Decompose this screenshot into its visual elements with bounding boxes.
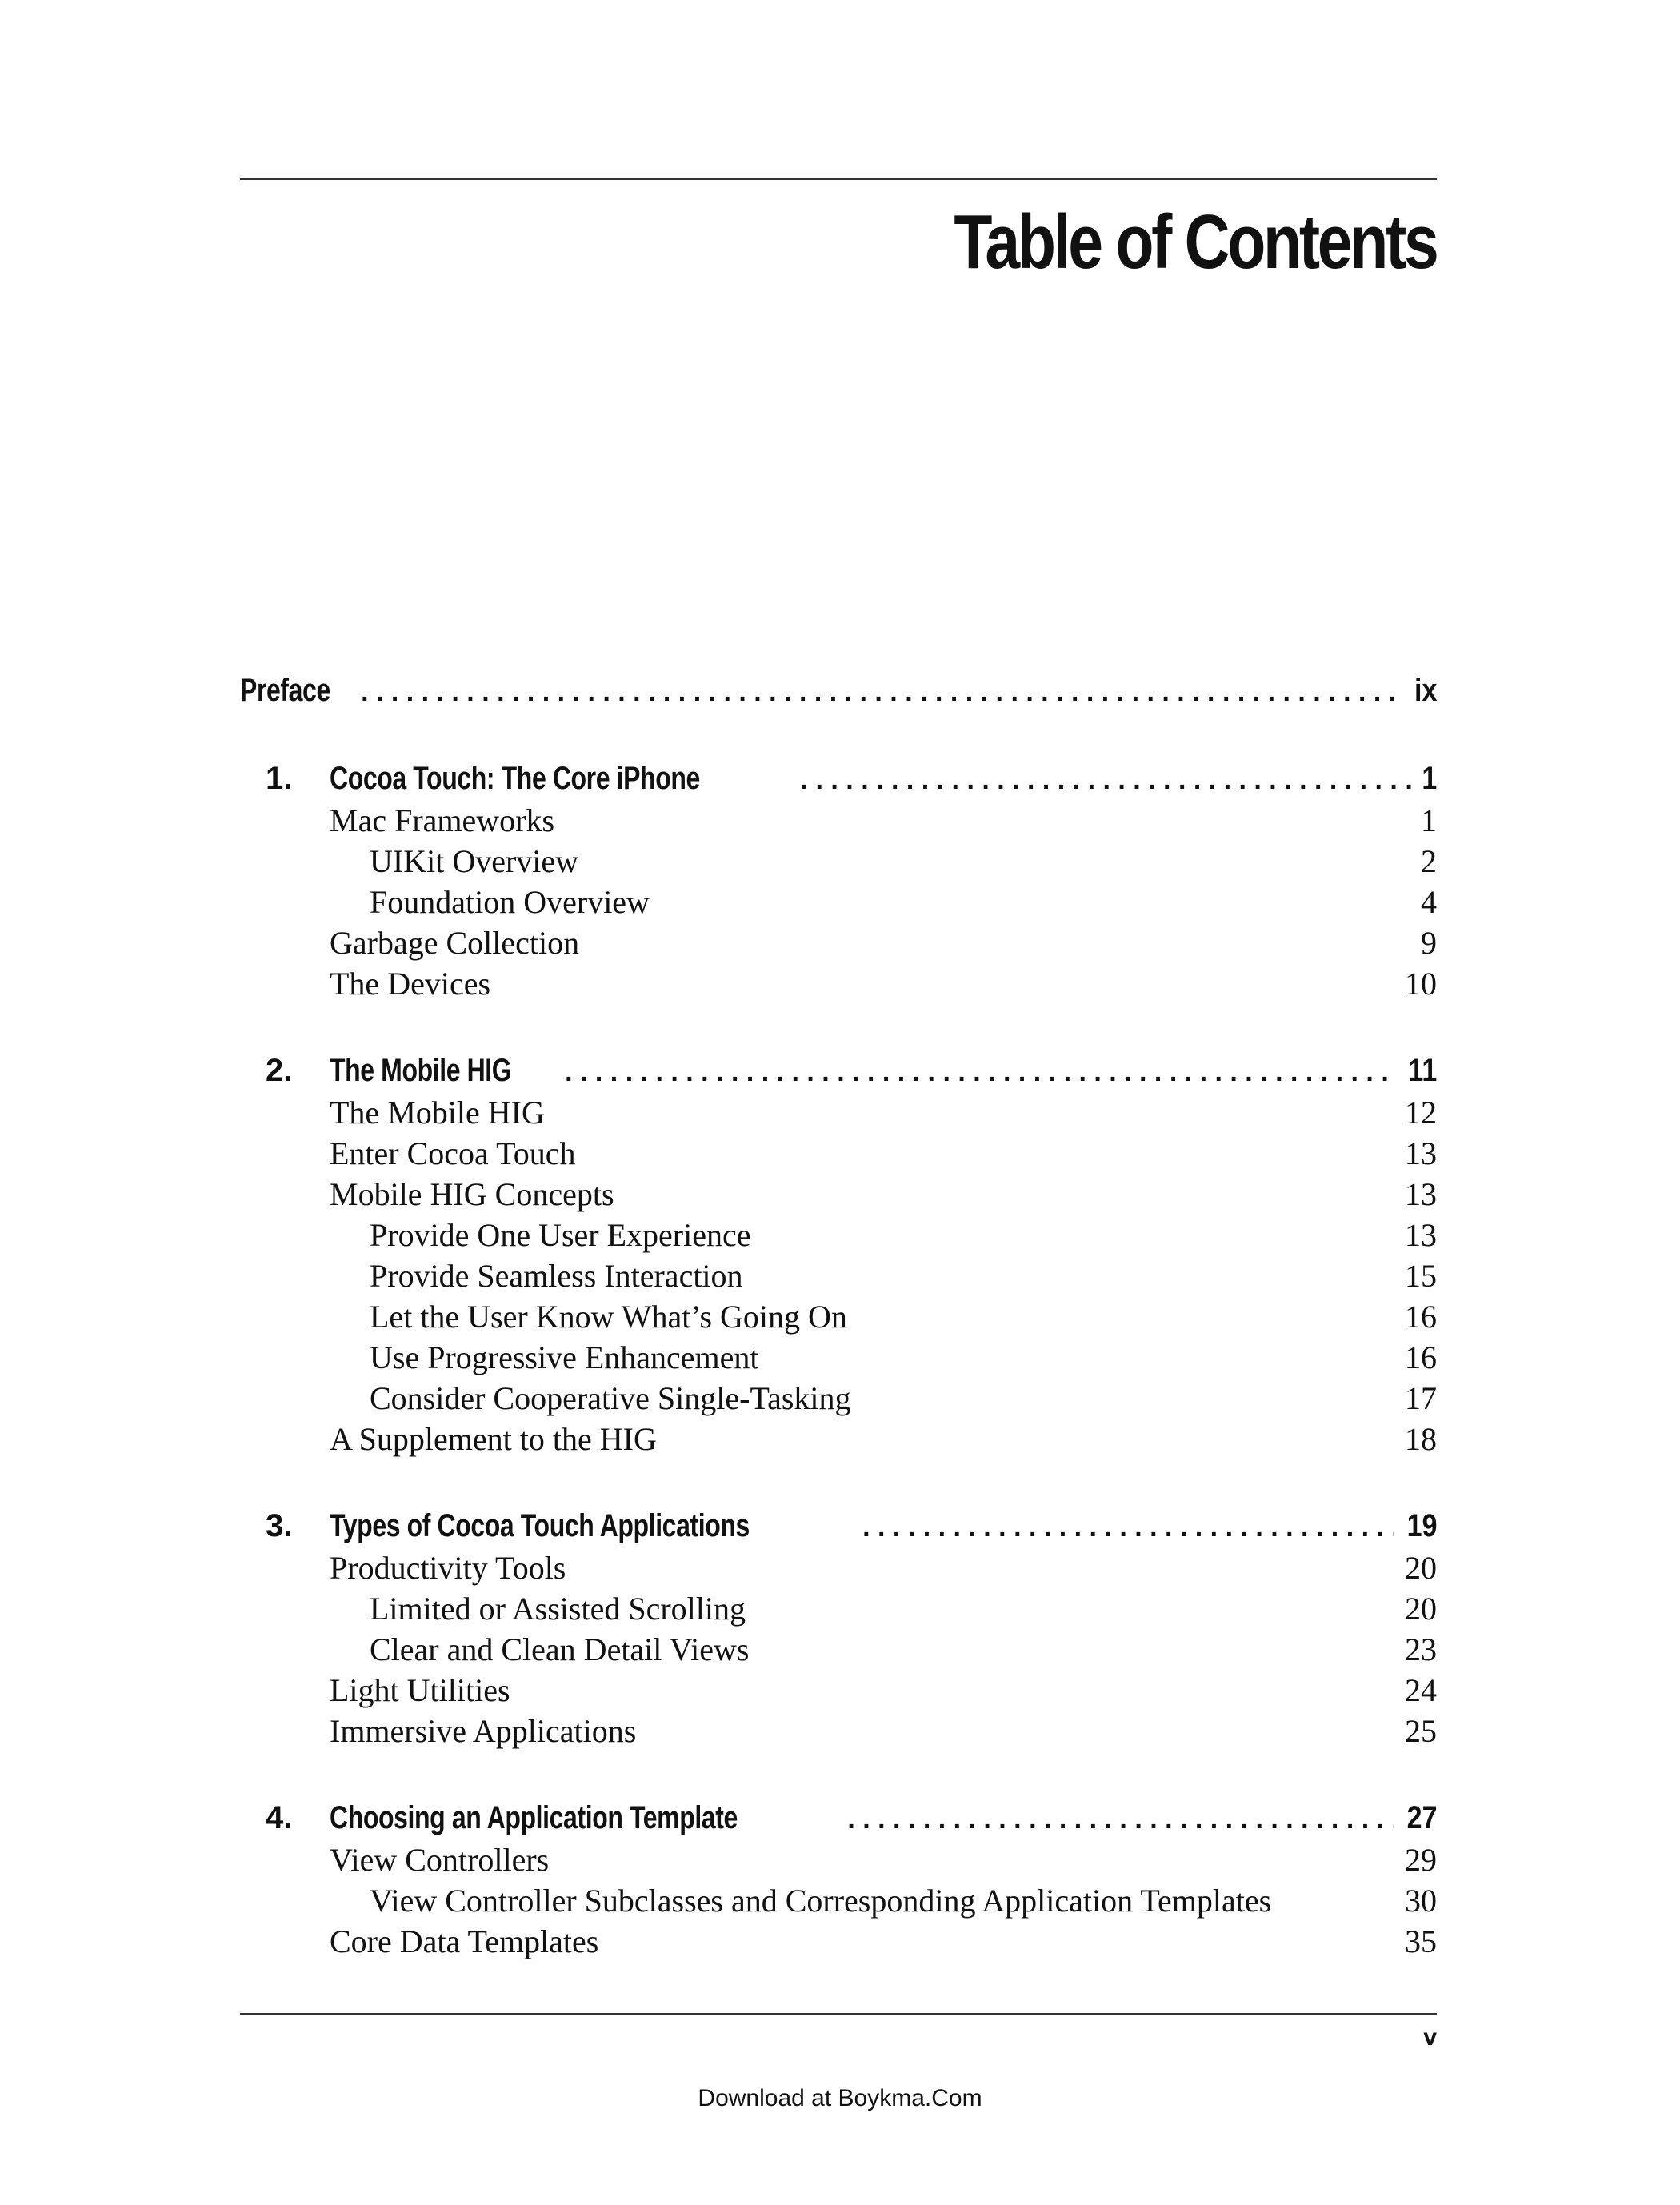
section-page: 17 bbox=[1405, 1380, 1437, 1416]
toc-section[interactable] bbox=[240, 1547, 1437, 1588]
toc-section[interactable] bbox=[240, 882, 1437, 922]
section-page: 25 bbox=[1405, 1713, 1437, 1749]
toc-chapter[interactable] bbox=[240, 1796, 1437, 1839]
chapter-page: 1 bbox=[1422, 761, 1437, 796]
preface-page: ix bbox=[1414, 673, 1437, 708]
section-page: 15 bbox=[1405, 1258, 1437, 1294]
chapter-page: 11 bbox=[1408, 1053, 1437, 1088]
toc-section[interactable] bbox=[240, 1588, 1437, 1629]
toc-section[interactable] bbox=[240, 800, 1437, 841]
section-title: Use Progressive Enhancement bbox=[370, 1339, 759, 1375]
toc-section[interactable] bbox=[240, 1174, 1437, 1215]
section-page: 16 bbox=[1405, 1299, 1437, 1335]
section-title: Foundation Overview bbox=[370, 884, 650, 920]
chapter-number: 1. bbox=[266, 761, 293, 796]
section-page: 35 bbox=[1405, 1923, 1437, 1959]
section-title: The Devices bbox=[330, 966, 491, 1002]
toc-section[interactable] bbox=[240, 1880, 1437, 1921]
toc-section[interactable] bbox=[240, 1670, 1437, 1711]
section-page: 24 bbox=[1405, 1672, 1437, 1708]
section-page: 16 bbox=[1405, 1339, 1437, 1375]
section-title: Clear and Clean Detail Views bbox=[370, 1631, 750, 1667]
section-title: View Controllers bbox=[330, 1842, 550, 1878]
chapter-number-cell bbox=[240, 1504, 330, 1547]
section-title: Provide One User Experience bbox=[370, 1217, 751, 1253]
toc-section[interactable] bbox=[240, 963, 1437, 1004]
download-watermark: Download at Boykma.Com bbox=[698, 2085, 982, 2111]
toc-chapter[interactable] bbox=[240, 757, 1437, 800]
toc-section[interactable] bbox=[240, 1092, 1437, 1133]
toc-section[interactable] bbox=[240, 1419, 1437, 1459]
top-rule bbox=[240, 178, 1437, 180]
toc-section[interactable] bbox=[240, 1711, 1437, 1751]
toc-section[interactable] bbox=[240, 1921, 1437, 1962]
section-page: 13 bbox=[1405, 1135, 1437, 1171]
chapter-page: 19 bbox=[1406, 1508, 1437, 1543]
section-title: Mac Frameworks bbox=[330, 802, 555, 838]
section-title: Productivity Tools bbox=[330, 1550, 566, 1586]
toc-section[interactable] bbox=[240, 1839, 1437, 1880]
toc-section[interactable] bbox=[240, 1296, 1437, 1337]
chapter-title: Types of Cocoa Touch Applications bbox=[330, 1508, 750, 1543]
section-page: 20 bbox=[1405, 1591, 1437, 1627]
chapter-number: 3. bbox=[266, 1508, 293, 1543]
chapter-page: 27 bbox=[1406, 1800, 1437, 1835]
toc-preface[interactable] bbox=[240, 669, 1437, 712]
chapter-number-cell bbox=[240, 1796, 330, 1839]
chapter-title: The Mobile HIG bbox=[330, 1053, 512, 1088]
table-of-contents bbox=[240, 669, 1437, 1962]
section-title: UIKit Overview bbox=[370, 843, 579, 879]
chapter-title: Choosing an Application Template bbox=[330, 1800, 738, 1835]
dot-leader bbox=[565, 1050, 1395, 1094]
toc-section[interactable] bbox=[240, 841, 1437, 882]
section-page: 29 bbox=[1405, 1842, 1437, 1878]
section-page: 13 bbox=[1405, 1176, 1437, 1212]
section-title: Provide Seamless Interaction bbox=[370, 1258, 743, 1294]
toc-section[interactable] bbox=[240, 922, 1437, 963]
toc-chapter[interactable] bbox=[240, 1049, 1437, 1092]
dot-leader bbox=[862, 1506, 1393, 1549]
section-title: Core Data Templates bbox=[330, 1923, 599, 1959]
section-page: 12 bbox=[1405, 1094, 1437, 1131]
chapter-number: 4. bbox=[266, 1800, 293, 1835]
section-title: Mobile HIG Concepts bbox=[330, 1176, 614, 1212]
section-page: 23 bbox=[1405, 1631, 1437, 1667]
section-title: Limited or Assisted Scrolling bbox=[370, 1591, 746, 1627]
chapter-title: Cocoa Touch: The Core iPhone bbox=[330, 761, 700, 796]
dot-leader bbox=[361, 670, 1402, 714]
bottom-rule bbox=[240, 2013, 1437, 2015]
section-page: 1 bbox=[1421, 802, 1437, 838]
section-title: Enter Cocoa Touch bbox=[330, 1135, 576, 1171]
chapter-number: 2. bbox=[266, 1053, 293, 1088]
preface-label: Preface bbox=[240, 673, 330, 708]
section-title: Consider Cooperative Single-Tasking bbox=[370, 1380, 851, 1416]
section-title: Garbage Collection bbox=[330, 925, 580, 961]
toc-section[interactable] bbox=[240, 1378, 1437, 1419]
section-title: Light Utilities bbox=[330, 1672, 510, 1708]
section-page: 2 bbox=[1421, 843, 1437, 879]
section-page: 10 bbox=[1405, 966, 1437, 1002]
section-page: 13 bbox=[1405, 1217, 1437, 1253]
toc-chapter[interactable] bbox=[240, 1504, 1437, 1547]
chapter-number-cell bbox=[240, 1049, 330, 1092]
section-page: 18 bbox=[1405, 1421, 1437, 1457]
dot-leader bbox=[847, 1798, 1393, 1841]
toc-section[interactable] bbox=[240, 1629, 1437, 1670]
section-title: A Supplement to the HIG bbox=[330, 1421, 657, 1457]
page-number: v bbox=[1423, 2024, 1437, 2051]
toc-section[interactable] bbox=[240, 1215, 1437, 1255]
section-page: 30 bbox=[1405, 1883, 1437, 1919]
toc-section[interactable] bbox=[240, 1255, 1437, 1296]
chapter-number-cell bbox=[240, 757, 330, 800]
section-page: 4 bbox=[1421, 884, 1437, 920]
section-title: View Controller Subclasses and Corresponding Application Templates bbox=[370, 1883, 1272, 1919]
section-title: The Mobile HIG bbox=[330, 1094, 545, 1131]
section-title: Immersive Applications bbox=[330, 1713, 637, 1749]
page-title: Table of Contents bbox=[954, 199, 1437, 285]
toc-section[interactable] bbox=[240, 1133, 1437, 1174]
chapter-list bbox=[240, 757, 1437, 1962]
section-title: Let the User Know What’s Going On bbox=[370, 1299, 847, 1335]
section-page: 9 bbox=[1421, 925, 1437, 961]
toc-section[interactable] bbox=[240, 1337, 1437, 1378]
section-page: 20 bbox=[1405, 1550, 1437, 1586]
dot-leader bbox=[801, 758, 1411, 802]
